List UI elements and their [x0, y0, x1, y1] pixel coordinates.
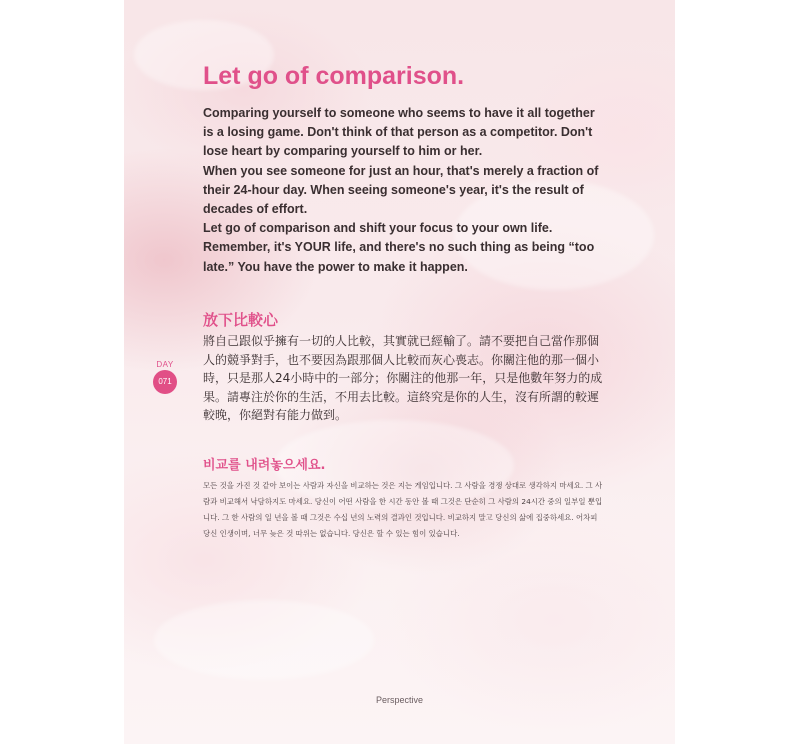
day-label: DAY	[156, 360, 174, 369]
day-number: 071	[153, 370, 177, 394]
chinese-title: 放下比較心	[203, 311, 279, 329]
book-page	[124, 0, 675, 744]
english-paragraph: When you see someone for just an hour, that's merely a fraction of their 24-hour day. When seeing someone's year, it's the result of decades of effort.	[203, 163, 599, 217]
english-paragraph: Let go of comparison and shift your focus to your own life.	[203, 221, 553, 236]
korean-body: 모든 것을 가진 것 같아 보이는 사람과 자신을 비교하는 것은 지는 게임입니다. 그 사람을 경쟁 상대로 생각하지 마세요. 그 사람과 비교해서 낙담하지도 마세요. 당신이 어떤 사람을 한 시간 동안 볼 때 그것은 단순히 그 사람의 24시간 중의 일부일 뿐입니다. 그 한 사람의 일 년을 볼 때 그것은 수십 년의 노력의 결과인 것입니다. 비교하지 말고 당신의 삶에 집중하세요. 어차피 당신 인생이며, 너무 늦은 것 따위는 없습니다. 당신은 할 수 있는 힘이 있습니다.	[203, 481, 603, 538]
korean-title: 비교를 내려놓으세요.	[203, 458, 326, 473]
english-paragraph: Remember, it's YOUR life, and there's no such thing as being “too late.” You have the power to make it happen.	[203, 240, 595, 274]
day-badge	[151, 360, 179, 394]
english-paragraph: Comparing yourself to someone who seems to have it all together is a losing game. Don't think of that person as a competitor. Don't lose heart by comparing yourself to him or her.	[203, 106, 595, 159]
page-footer: Perspective	[375, 695, 424, 705]
petal-highlight	[154, 600, 374, 680]
english-body	[203, 104, 603, 277]
english-title: Let go of comparison.	[203, 62, 465, 90]
chinese-body: 將自己跟似乎擁有一切的人比較，其實就已經輸了。請不要把自己當作那個人的競爭對手，也不要因為跟那個人比較而灰心喪志。你關注他的那一個小時，只是那人24小時中的一部分；你關注的他那一年，只是他數年努力的成果。請專注於你的生活，不用去比較。這終究是你的人生，沒有所謂的較遲較晚，你絕對有能力做到。	[203, 334, 603, 422]
